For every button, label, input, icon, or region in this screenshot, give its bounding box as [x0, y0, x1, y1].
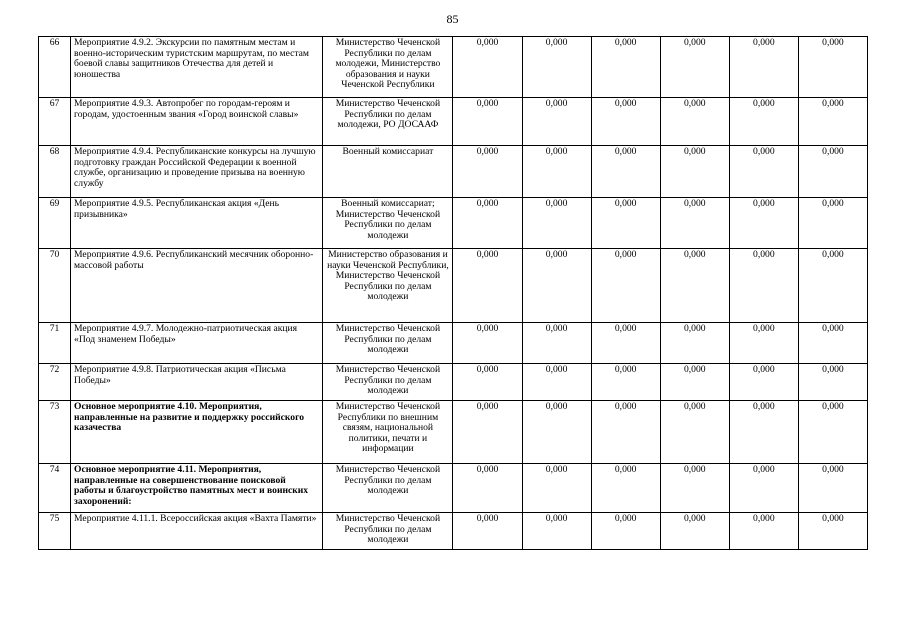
funding-value: 0,000 [522, 146, 591, 198]
funding-value: 0,000 [591, 323, 660, 364]
activity-name: Основное мероприятие 4.10. Мероприятия, направленные на развитие и поддержку российского казачества [71, 401, 323, 464]
page-number: 85 [446, 12, 459, 26]
table-row [39, 323, 868, 364]
funding-value: 0,000 [591, 37, 660, 98]
funding-value: 0,000 [453, 249, 522, 323]
row-number: 69 [39, 198, 71, 249]
funding-value: 0,000 [522, 401, 591, 464]
funding-value: 0,000 [729, 37, 798, 98]
funding-value: 0,000 [591, 249, 660, 323]
funding-value: 0,000 [453, 513, 522, 550]
table-row [39, 464, 868, 513]
funding-value: 0,000 [660, 464, 729, 513]
funding-value: 0,000 [522, 98, 591, 146]
table-row [39, 198, 868, 249]
executor: Министерство Чеченской Республики по делам молодежи [323, 513, 453, 550]
funding-value: 0,000 [798, 37, 867, 98]
funding-value: 0,000 [798, 98, 867, 146]
row-number: 70 [39, 249, 71, 323]
table-row [39, 513, 868, 550]
funding-value: 0,000 [798, 198, 867, 249]
activity-name: Мероприятие 4.9.2. Экскурсии по памятным местам и военно-историческим туристским маршрутам, по местам боевой славы защитников Отечества для детей и юношества [71, 37, 323, 98]
table-row [39, 401, 868, 464]
funding-value: 0,000 [798, 249, 867, 323]
funding-value: 0,000 [660, 401, 729, 464]
funding-value: 0,000 [522, 364, 591, 401]
funding-value: 0,000 [453, 464, 522, 513]
row-number: 67 [39, 98, 71, 146]
funding-value: 0,000 [729, 249, 798, 323]
executor: Военный комиссариат; Министерство Чеченской Республики по делам молодежи [323, 198, 453, 249]
funding-value: 0,000 [729, 513, 798, 550]
funding-value: 0,000 [798, 364, 867, 401]
executor: Министерство Чеченской Республики по делам молодежи [323, 364, 453, 401]
funding-value: 0,000 [522, 323, 591, 364]
funding-value: 0,000 [729, 401, 798, 464]
activity-name: Мероприятие 4.11.1. Всероссийская акция «Вахта Памяти» [71, 513, 323, 550]
activity-name: Мероприятие 4.9.8. Патриотическая акция «Письма Победы» [71, 364, 323, 401]
funding-value: 0,000 [591, 146, 660, 198]
activity-name: Мероприятие 4.9.5. Республиканская акция «День призывника» [71, 198, 323, 249]
row-number: 73 [39, 401, 71, 464]
funding-value: 0,000 [591, 198, 660, 249]
funding-value: 0,000 [522, 513, 591, 550]
funding-value: 0,000 [798, 401, 867, 464]
funding-value: 0,000 [453, 401, 522, 464]
table-body [39, 37, 868, 550]
funding-value: 0,000 [591, 98, 660, 146]
funding-value: 0,000 [660, 323, 729, 364]
funding-value: 0,000 [660, 249, 729, 323]
program-activities-table [38, 36, 868, 550]
funding-value: 0,000 [591, 513, 660, 550]
executor: Министерство Чеченской Республики по делам молодежи [323, 464, 453, 513]
row-number: 75 [39, 513, 71, 550]
row-number: 66 [39, 37, 71, 98]
table-row [39, 249, 868, 323]
executor: Министерство Чеченской Республики по делам молодежи, РО ДОСААФ [323, 98, 453, 146]
executor: Министерство образования и науки Чеченской Республики, Министерство Чеченской Республики по делам молодежи [323, 249, 453, 323]
funding-value: 0,000 [660, 37, 729, 98]
activity-name: Основное мероприятие 4.11. Мероприятия, направленные на совершенствование поисковой работы и благоустройство памятных мест и воинских захоронений: [71, 464, 323, 513]
funding-value: 0,000 [729, 198, 798, 249]
funding-value: 0,000 [522, 249, 591, 323]
funding-value: 0,000 [591, 464, 660, 513]
activity-name: Мероприятие 4.9.6. Республиканский месячник оборонно-массовой работы [71, 249, 323, 323]
funding-value: 0,000 [798, 323, 867, 364]
activity-name: Мероприятие 4.9.7. Молодежно-патриотическая акция «Под знаменем Победы» [71, 323, 323, 364]
funding-value: 0,000 [453, 98, 522, 146]
funding-value: 0,000 [453, 146, 522, 198]
table-row [39, 37, 868, 98]
funding-value: 0,000 [522, 37, 591, 98]
funding-value: 0,000 [591, 401, 660, 464]
activity-name: Мероприятие 4.9.4. Республиканские конкурсы на лучшую подготовку граждан Российской Федерации к военной службе, организацию и проведение призыва на военную службу [71, 146, 323, 198]
row-number: 71 [39, 323, 71, 364]
activity-name: Мероприятие 4.9.3. Автопробег по городам-героям и городам, удостоенным звания «Город воинской славы» [71, 98, 323, 146]
funding-value: 0,000 [660, 146, 729, 198]
funding-value: 0,000 [660, 513, 729, 550]
funding-value: 0,000 [729, 364, 798, 401]
funding-value: 0,000 [729, 146, 798, 198]
executor: Министерство Чеченской Республики по внешним связям, национальной политики, печати и информации [323, 401, 453, 464]
funding-value: 0,000 [798, 146, 867, 198]
funding-value: 0,000 [453, 364, 522, 401]
funding-value: 0,000 [522, 464, 591, 513]
funding-value: 0,000 [453, 37, 522, 98]
executor: Военный комиссариат [323, 146, 453, 198]
funding-value: 0,000 [453, 323, 522, 364]
row-number: 72 [39, 364, 71, 401]
funding-value: 0,000 [729, 98, 798, 146]
funding-value: 0,000 [660, 364, 729, 401]
table-row [39, 98, 868, 146]
funding-value: 0,000 [729, 323, 798, 364]
table-row [39, 364, 868, 401]
executor: Министерство Чеченской Республики по делам молодежи [323, 323, 453, 364]
funding-value: 0,000 [591, 364, 660, 401]
table-row [39, 146, 868, 198]
executor: Министерство Чеченской Республики по делам молодежи, Министерство образования и науки Чеченской Республики [323, 37, 453, 98]
funding-value: 0,000 [729, 464, 798, 513]
funding-value: 0,000 [798, 464, 867, 513]
funding-value: 0,000 [453, 198, 522, 249]
funding-value: 0,000 [660, 98, 729, 146]
row-number: 68 [39, 146, 71, 198]
funding-value: 0,000 [522, 198, 591, 249]
row-number: 74 [39, 464, 71, 513]
funding-value: 0,000 [660, 198, 729, 249]
funding-value: 0,000 [798, 513, 867, 550]
